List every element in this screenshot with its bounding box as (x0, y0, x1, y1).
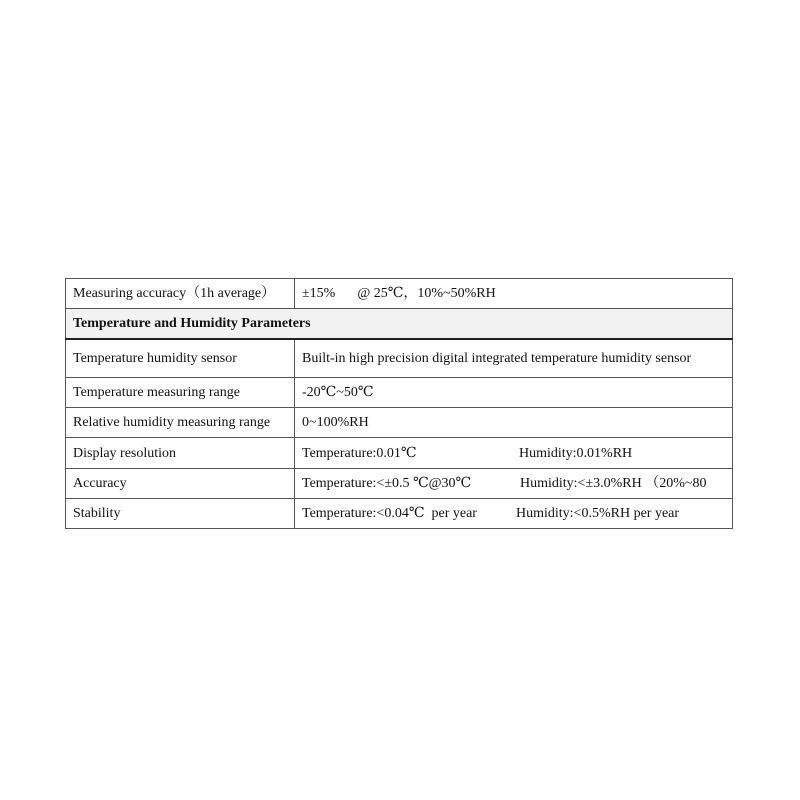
value-temperature: Temperature:<0.04℃ per year (302, 506, 477, 521)
row-label: Temperature measuring range (66, 378, 295, 408)
row-value: Built-in high precision digital integrated temperature humidity sensor (295, 339, 733, 378)
table-row-temp-range (66, 378, 733, 408)
section-title: Temperature and Humidity Parameters (66, 309, 733, 340)
row-label: Display resolution (66, 438, 295, 469)
table-row-display-resolution (66, 438, 733, 469)
value-accuracy-condition: @ 25℃，10%~50%RH (357, 286, 496, 301)
value-humidity: Humidity:<±3.0%RH （20%~80 (520, 476, 707, 491)
table-row-sensor (66, 339, 733, 378)
value-humidity: Humidity:<0.5%RH per year (516, 506, 680, 521)
row-label: Accuracy (66, 469, 295, 499)
row-label: Temperature humidity sensor (66, 339, 295, 378)
row-value (295, 499, 733, 529)
row-value (295, 279, 733, 309)
section-header-temp-humidity (66, 309, 733, 340)
table-row-humidity-range (66, 408, 733, 438)
table-row-measuring-accuracy (66, 279, 733, 309)
row-value: 0~100%RH (295, 408, 733, 438)
row-value (295, 438, 733, 469)
value-accuracy-percent: ±15% (302, 286, 336, 301)
value-humidity: Humidity:0.01%RH (519, 445, 633, 461)
row-value (295, 469, 733, 499)
value-temperature: Temperature:<±0.5 ℃@30℃ (302, 476, 472, 491)
row-label: Relative humidity measuring range (66, 408, 295, 438)
spec-table (65, 278, 733, 529)
value-temperature: Temperature:0.01℃ (302, 445, 417, 461)
row-label: Stability (66, 499, 295, 529)
table-row-stability (66, 499, 733, 529)
row-label: Measuring accuracy（1h average） (66, 279, 295, 309)
table-row-accuracy (66, 469, 733, 499)
row-value: -20℃~50℃ (295, 378, 733, 408)
